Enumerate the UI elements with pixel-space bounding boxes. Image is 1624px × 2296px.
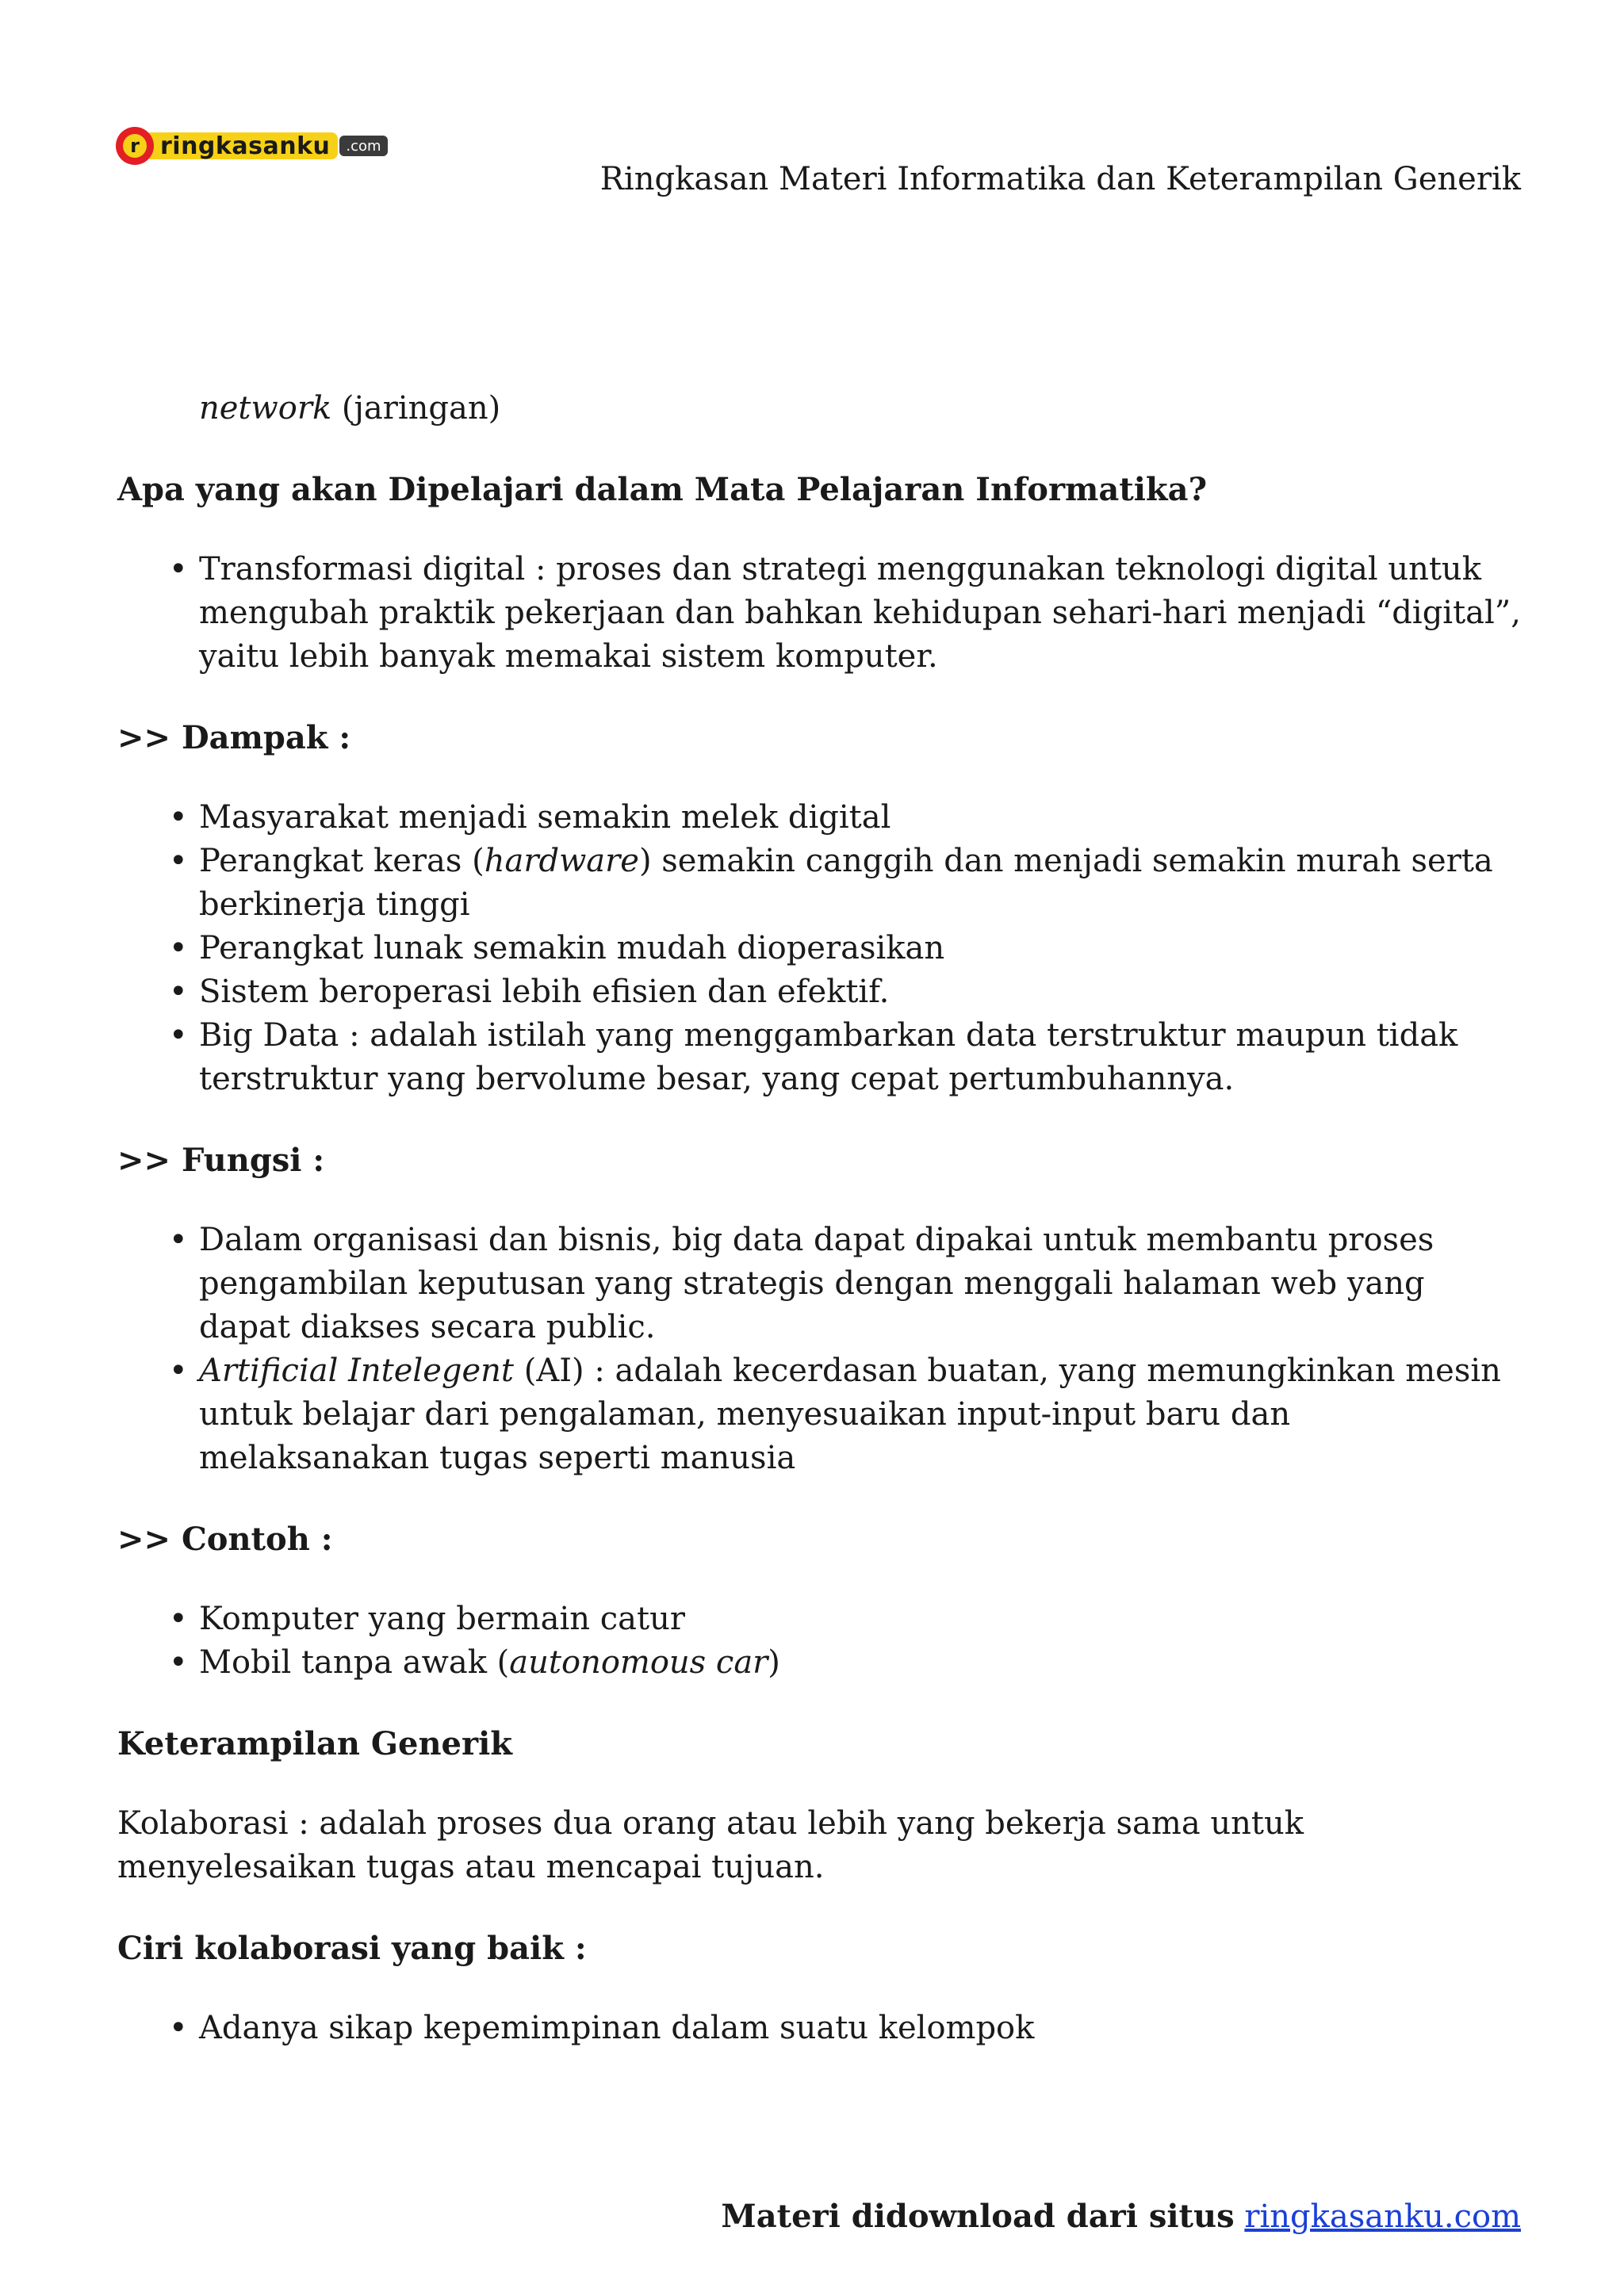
document-header-title: Ringkasan Materi Informatika dan Keterampilan Generik	[599, 161, 1521, 197]
list-item	[199, 840, 1525, 927]
kolaborasi-paragraph: Kolaborasi : adalah proses dua orang atau lebih yang bekerja sama untuk menyelesaikan tugas atau mencapai tujuan.	[117, 1805, 1304, 1885]
page-footer	[721, 2198, 1521, 2235]
intro-line	[117, 387, 1525, 430]
item-text: Perangkat keras (	[199, 843, 485, 879]
fungsi-list	[117, 1219, 1525, 1480]
item-text: )	[768, 1644, 780, 1681]
section-heading-keterampilan: Keterampilan Generik	[117, 1725, 512, 1762]
item-text: Mobil tanpa awak (	[199, 1644, 510, 1681]
footer-site-link[interactable]: ringkasanku.com	[1244, 2198, 1521, 2235]
list-item: • Transformasi digital : proses dan strategi menggunakan teknologi digital untuk mengubah praktik pekerjaan dan bahkan kehidupan sehari-hari menjadi “digital”, yaitu lebih banyak memakai sistem komputer.	[199, 548, 1525, 679]
document-body	[117, 387, 1525, 2050]
section-heading-ciri: Ciri kolaborasi yang baik :	[117, 1930, 587, 1967]
contoh-list	[117, 1598, 1525, 1685]
list-item: • Adanya sikap kepemimpinan dalam suatu kelompok	[199, 2007, 1525, 2050]
intro-italic: network	[199, 390, 332, 427]
section-heading-contoh: >> Contoh :	[117, 1521, 333, 1558]
item-text: (AI) : adalah kecerdasan buatan, yang memungkinkan mesin untuk belajar dari pengalaman, menyesuaikan input-input baru dan melaksanakan tugas seperti manusia	[199, 1353, 1501, 1476]
item-text: ) semakin canggih dan menjadi semakin murah serta berkinerja tinggi	[199, 843, 1493, 923]
item-italic: hardware	[484, 843, 639, 879]
list-item: • Perangkat lunak semakin mudah dioperasikan	[199, 927, 1525, 970]
section-heading-fungsi: >> Fungsi :	[117, 1142, 325, 1179]
site-logo	[116, 125, 388, 166]
list-item: • Komputer yang bermain catur	[199, 1598, 1525, 1641]
list-item: • Big Data : adalah istilah yang menggambarkan data terstruktur maupun tidak terstruktur yang bervolume besar, yang cepat pertumbuhannya.	[199, 1014, 1525, 1101]
item-italic: autonomous car	[509, 1644, 768, 1681]
ciri-list	[117, 2007, 1525, 2050]
dampak-list	[117, 796, 1525, 1101]
logo-suffix: .com	[339, 136, 387, 156]
item-italic: Artificial Intelegent	[199, 1353, 514, 1389]
list-item: • Dalam organisasi dan bisnis, big data dapat dipakai untuk membantu proses pengambilan keputusan yang strategis dengan menggali halaman web yang dapat diakses secara public.	[199, 1219, 1525, 1349]
logo-letter: r	[123, 134, 147, 158]
intro-rest: (jaringan)	[331, 390, 501, 427]
logo-mark	[116, 127, 154, 165]
section-heading-informatika: Apa yang akan Dipelajari dalam Mata Pelajaran Informatika?	[117, 471, 1208, 508]
logo-wordmark: ringkasanku	[149, 132, 338, 159]
list-item	[199, 1641, 1525, 1685]
footer-label: Materi didownload dari situs	[721, 2198, 1235, 2235]
section-heading-dampak: >> Dampak :	[117, 719, 351, 756]
list-item: • Masyarakat menjadi semakin melek digital	[199, 796, 1525, 840]
informatika-list	[117, 548, 1525, 679]
list-item: • Sistem beroperasi lebih efisien dan efektif.	[199, 970, 1525, 1014]
list-item	[199, 1349, 1525, 1480]
